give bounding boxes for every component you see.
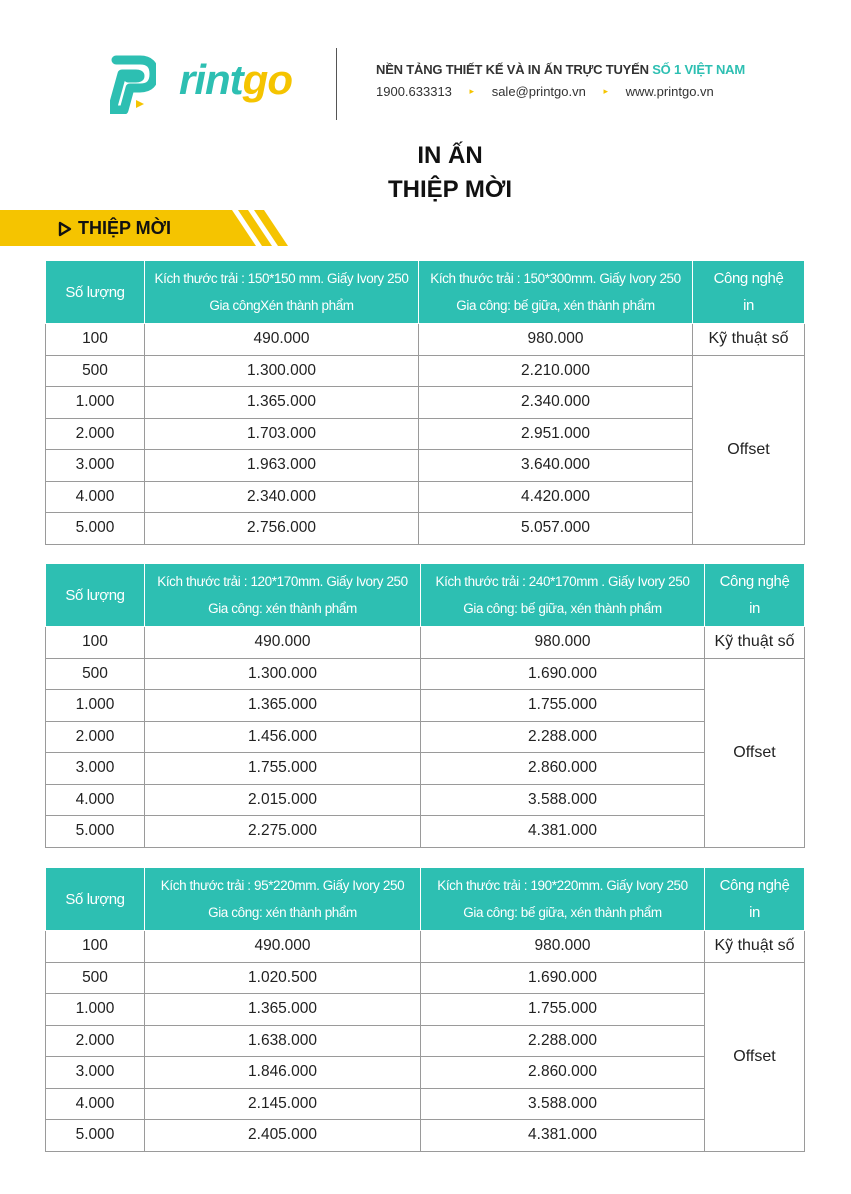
cell-qty: 500 [46,962,145,994]
cell-price-a: 1.365.000 [145,994,421,1026]
header-size-b-line1: Kích thước trải : 240*170mm . Giấy Ivory 250 [435,574,690,589]
table-row [46,816,805,848]
arrow-icon: ▸ [469,86,475,97]
cell-price-a: 2.015.000 [145,784,421,816]
header-size-a [145,868,421,931]
table-row [46,1025,805,1057]
table-row [46,994,805,1026]
cell-price-a: 1.456.000 [145,721,421,753]
table-row [46,1120,805,1152]
header-size-b-line2: Gia công: bế giữa, xén thành phẩm [463,905,662,920]
cell-price-a: 2.756.000 [145,513,419,545]
cell-price-b: 4.420.000 [419,481,693,513]
printgo-logo [110,50,310,116]
table-row [46,1057,805,1089]
email-link[interactable]: sale@printgo.vn [491,84,586,100]
cell-qty: 2.000 [46,1025,145,1057]
header-size-a [145,564,421,627]
header-size-b-line1: Kích thước trải : 190*220mm. Giấy Ivory 250 [437,878,688,893]
header-tech-line2: in [743,297,754,314]
table-row [46,784,805,816]
cell-qty: 500 [46,355,145,387]
cell-price-a: 1.365.000 [145,387,419,419]
cell-qty: 4.000 [46,784,145,816]
tagline-highlight: SỐ 1 VIỆT NAM [652,62,745,77]
cell-price-b: 2.210.000 [419,355,693,387]
cell-price-a: 1.963.000 [145,450,419,482]
cell-price-b: 2.860.000 [421,1057,705,1089]
header-tech-line1: Công nghệ [719,877,790,894]
logo-mark-icon [110,54,156,114]
cell-price-a: 2.275.000 [145,816,421,848]
header-size-a-line2: Gia công: xén thành phẩm [208,601,357,616]
cell-qty: 3.000 [46,450,145,482]
table-row [46,513,805,545]
header-quantity: Số lượng [46,261,145,324]
cell-price-a: 1.300.000 [145,658,421,690]
table-row [46,324,805,356]
cell-tech-offset: Offset [693,355,805,544]
header-divider [336,48,337,120]
logo-suffix: go [242,56,292,103]
header-quantity: Số lượng [46,564,145,627]
phone-number: 1900.633313 [376,84,452,100]
cell-tech-digital: Kỹ thuật số [705,931,805,963]
header-tech [705,868,805,931]
play-outline-icon [58,221,72,237]
cell-tech-offset: Offset [705,658,805,847]
cell-price-a: 1.846.000 [145,1057,421,1089]
logo-wordmark [152,56,292,104]
cell-price-a: 1.020.500 [145,962,421,994]
table-header-row [46,868,805,931]
cell-qty: 500 [46,658,145,690]
cell-tech-digital: Kỹ thuật số [705,627,805,659]
header-size-a-line1: Kích thước trải : 120*170mm. Giấy Ivory 250 [157,574,408,589]
cell-price-a: 490.000 [145,324,419,356]
arrow-icon: ▸ [603,86,608,97]
cell-price-b: 2.951.000 [419,418,693,450]
header-size-a-line2: Gia côngXén thành phẩm [209,298,354,313]
cell-price-b: 3.588.000 [421,1088,705,1120]
table-row [46,418,805,450]
cell-qty: 1.000 [46,690,145,722]
cell-qty: 4.000 [46,1088,145,1120]
header-size-a-line1: Kích thước trải : 95*220mm. Giấy Ivory 250 [160,878,405,893]
cell-qty: 100 [46,627,145,659]
header-size-b [419,261,693,324]
logo-mid: rint [179,56,243,103]
header-size-a-line2: Gia công: xén thành phẩm [208,905,357,920]
cell-price-a: 1.365.000 [145,690,421,722]
table-row [46,1088,805,1120]
cell-price-a: 1.638.000 [145,1025,421,1057]
header-size-b [421,564,705,627]
header-tech [693,261,805,324]
table-row [46,690,805,722]
cell-price-b: 2.288.000 [421,1025,705,1057]
page-header [0,0,851,130]
cell-price-a: 1.703.000 [145,418,419,450]
cell-price-a: 490.000 [145,931,421,963]
tagline-main: NỀN TẢNG THIẾT KẾ VÀ IN ẤN TRỰC TUYẾN [376,62,649,77]
table-row [46,962,805,994]
table-row [46,753,805,785]
page-title-line1: IN ẤN [417,142,483,169]
cell-price-b: 1.690.000 [421,962,705,994]
table-row [46,931,805,963]
cell-price-b: 980.000 [421,627,705,659]
cell-price-a: 1.755.000 [145,753,421,785]
header-size-a-line1: Kích thước trải : 150*150 mm. Giấy Ivory 250 [154,271,409,286]
header-size-b [421,868,705,931]
tagline [376,62,745,77]
price-table-2 [45,563,805,848]
cell-price-b: 2.860.000 [421,753,705,785]
section-label [58,218,171,239]
table-header-row [46,564,805,627]
cell-qty: 3.000 [46,1057,145,1089]
cell-qty: 4.000 [46,481,145,513]
table-row [46,387,805,419]
table-row [46,481,805,513]
cell-price-b: 980.000 [421,931,705,963]
header-tech-line1: Công nghệ [713,270,784,287]
cell-price-a: 2.340.000 [145,481,419,513]
header-tech-line2: in [749,600,760,617]
table-row [46,450,805,482]
cell-qty: 3.000 [46,753,145,785]
cell-price-b: 3.640.000 [419,450,693,482]
contact-line [376,83,714,99]
table-row [46,721,805,753]
header-size-b-line2: Gia công: bế giữa, xén thành phẩm [463,601,662,616]
page-title-line2: THIỆP MỜI [387,176,513,203]
cell-price-b: 1.690.000 [421,658,705,690]
cell-qty: 1.000 [46,994,145,1026]
cell-price-a: 2.145.000 [145,1088,421,1120]
cell-price-b: 5.057.000 [419,513,693,545]
header-size-a [145,261,419,324]
cell-price-a: 2.405.000 [145,1120,421,1152]
section-label-text: THIỆP MỜI [78,218,172,238]
table-row [46,658,805,690]
cell-price-b: 4.381.000 [421,1120,705,1152]
cell-qty: 2.000 [46,721,145,753]
cell-qty: 2.000 [46,418,145,450]
cell-qty: 100 [46,931,145,963]
cell-qty: 1.000 [46,387,145,419]
cell-qty: 5.000 [46,816,145,848]
cell-price-a: 1.300.000 [145,355,419,387]
website-link[interactable]: www.printgo.vn [625,84,714,100]
table-header-row [46,261,805,324]
header-tech-line2: in [749,904,760,921]
cell-price-b: 1.755.000 [421,994,705,1026]
header-size-b-line2: Gia công: bế giữa, xén thành phẩm [456,298,655,313]
cell-qty: 5.000 [46,513,145,545]
price-table-1 [45,260,805,545]
cell-price-b: 4.381.000 [421,816,705,848]
cell-price-a: 490.000 [145,627,421,659]
header-tech [705,564,805,627]
table-row [46,627,805,659]
cell-price-b: 2.288.000 [421,721,705,753]
cell-qty: 100 [46,324,145,356]
cell-tech-offset: Offset [705,962,805,1151]
header-size-b-line1: Kích thước trải : 150*300mm. Giấy Ivory 250 [430,271,681,286]
cell-qty: 5.000 [46,1120,145,1152]
cell-price-b: 1.755.000 [421,690,705,722]
cell-price-b: 2.340.000 [419,387,693,419]
cell-price-b: 980.000 [419,324,693,356]
header-quantity: Số lượng [46,868,145,931]
price-table-3 [45,867,805,1152]
cell-tech-digital: Kỹ thuật số [693,324,805,356]
table-row [46,355,805,387]
cell-price-b: 3.588.000 [421,784,705,816]
header-tech-line1: Công nghệ [719,573,790,590]
